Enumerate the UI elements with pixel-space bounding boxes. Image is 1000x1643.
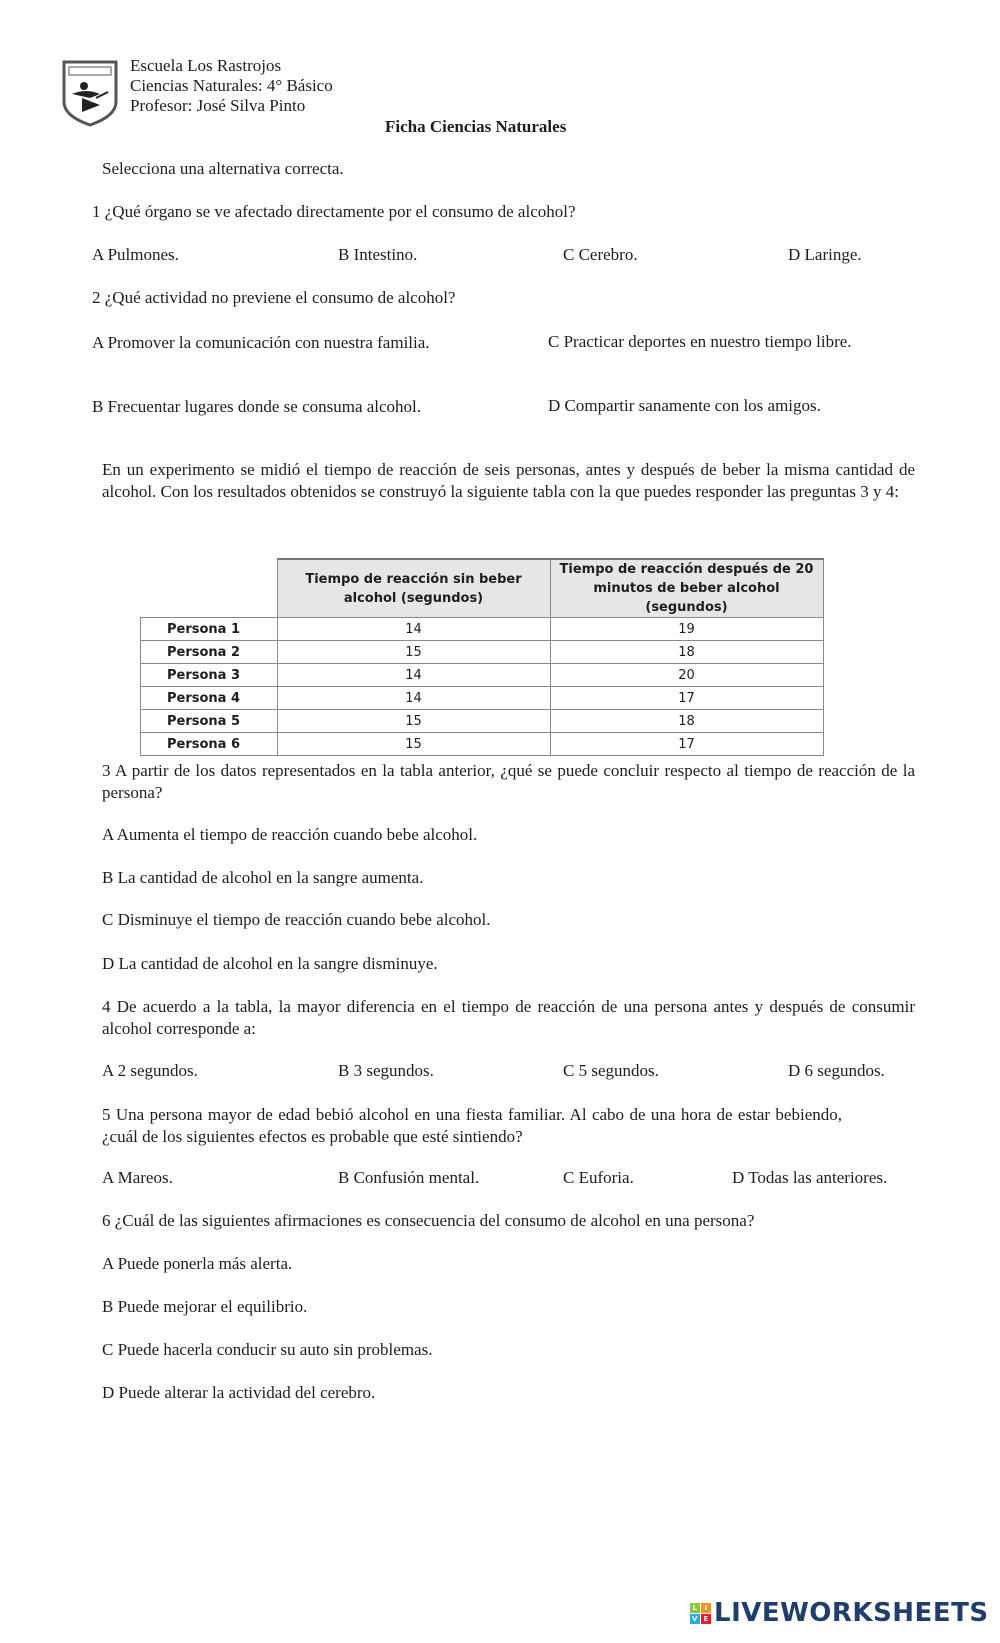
table-cell-after: 18 [550, 710, 823, 733]
table-cell-person: Persona 1 [141, 618, 278, 641]
q5-option-b[interactable]: B Confusión mental. [338, 1168, 480, 1187]
course-name: Ciencias Naturales: 4° Básico [130, 76, 333, 95]
q2-option-c[interactable]: C Practicar deportes en nuestro tiempo libre. [548, 332, 852, 351]
liveworksheets-brand: LIVEWORKSHEETS [714, 1598, 989, 1628]
q2-option-b[interactable]: B Frecuentar lugares donde se consuma alcohol. [92, 397, 422, 416]
q6-option-b[interactable]: B Puede mejorar el equilibrio. [102, 1297, 308, 1316]
q1-option-a[interactable]: A Pulmones. [92, 245, 179, 264]
q1-option-c[interactable]: C Cerebro. [563, 245, 638, 264]
q4-option-b[interactable]: B 3 segundos. [338, 1061, 434, 1080]
table-cell-before: 14 [277, 618, 550, 641]
q2-option-d[interactable]: D Compartir sanamente con los amigos. [548, 396, 821, 415]
table-row [141, 710, 824, 733]
table-cell-after: 17 [550, 687, 823, 710]
liveworksheets-logo [690, 1598, 989, 1628]
school-logo [60, 58, 120, 128]
table-cell-before: 15 [277, 641, 550, 664]
page-title: Ficha Ciencias Naturales [385, 117, 567, 136]
question-6: 6 ¿Cuál de las siguientes afirmaciones es consecuencia del consumo de alcohol en una persona? [102, 1211, 755, 1230]
table-cell-before: 14 [277, 664, 550, 687]
table-row [141, 733, 824, 756]
q5-option-c[interactable]: C Euforia. [563, 1168, 634, 1187]
q4-option-a[interactable]: A 2 segundos. [102, 1061, 198, 1080]
table-header-without-alcohol: Tiempo de reacción sin beber alcohol (segundos) [277, 559, 550, 618]
school-name: Escuela Los Rastrojos [130, 56, 282, 75]
q3-option-d[interactable]: D La cantidad de alcohol en la sangre disminuye. [102, 954, 438, 973]
table-row [141, 618, 824, 641]
question-5: 5 Una persona mayor de edad bebió alcohol en una fiesta familiar. Al cabo de una hora de estar bebiendo, ¿cuál de los siguientes efectos es probable que esté sintiendo? [102, 1105, 842, 1146]
experiment-description: En un experimento se midió el tiempo de reacción de seis personas, antes y después de beber la misma cantidad de alcohol. Con los resultados obtenidos se construyó la siguiente tabla con la que puedes responder las preguntas 3 y 4: [102, 460, 915, 501]
table-cell-person: Persona 6 [141, 733, 278, 756]
table-cell-after: 18 [550, 641, 823, 664]
table-row [141, 687, 824, 710]
q3-option-a[interactable]: A Aumenta el tiempo de reacción cuando bebe alcohol. [102, 825, 478, 844]
table-cell-person: Persona 4 [141, 687, 278, 710]
table-cell-person: Persona 2 [141, 641, 278, 664]
q6-option-a[interactable]: A Puede ponerla más alerta. [102, 1254, 293, 1273]
teacher-name: Profesor: José Silva Pinto [130, 96, 306, 115]
q6-option-c[interactable]: C Puede hacerla conducir su auto sin problemas. [102, 1340, 433, 1359]
q1-option-b[interactable]: B Intestino. [338, 245, 418, 264]
q5-option-d[interactable]: D Todas las anteriores. [732, 1168, 888, 1187]
question-4: 4 De acuerdo a la tabla, la mayor diferencia en el tiempo de reacción de una persona antes y después de consumir alcohol corresponde a: [102, 997, 915, 1038]
question-3: 3 A partir de los datos representados en la tabla anterior, ¿qué se puede concluir respecto al tiempo de reacción de la persona? [102, 761, 915, 802]
table-header-blank [141, 559, 278, 618]
q1-option-d[interactable]: D Laringe. [788, 245, 862, 264]
table-cell-after: 20 [550, 664, 823, 687]
instruction: Selecciona una alternativa correcta. [102, 159, 344, 178]
q4-option-d[interactable]: D 6 segundos. [788, 1061, 885, 1080]
table-cell-before: 15 [277, 710, 550, 733]
q6-option-d[interactable]: D Puede alterar la actividad del cerebro. [102, 1383, 376, 1402]
table-cell-after: 19 [550, 618, 823, 641]
reaction-time-table [140, 558, 824, 756]
question-2: 2 ¿Qué actividad no previene el consumo de alcohol? [92, 288, 456, 307]
table-header-with-alcohol: Tiempo de reacción después de 20 minutos de beber alcohol (segundos) [550, 559, 823, 618]
table-cell-after: 17 [550, 733, 823, 756]
table-header-row [141, 559, 824, 618]
q3-option-b[interactable]: B La cantidad de alcohol en la sangre aumenta. [102, 868, 424, 887]
q3-option-c[interactable]: C Disminuye el tiempo de reacción cuando bebe alcohol. [102, 910, 491, 929]
table-cell-person: Persona 5 [141, 710, 278, 733]
q5-option-a[interactable]: A Mareos. [102, 1168, 173, 1187]
question-1: 1 ¿Qué órgano se ve afectado directamente por el consumo de alcohol? [92, 202, 576, 221]
liveworksheets-blocks-icon: L I V E [690, 1603, 711, 1624]
q4-option-c[interactable]: C 5 segundos. [563, 1061, 659, 1080]
table-cell-before: 15 [277, 733, 550, 756]
table-cell-before: 14 [277, 687, 550, 710]
table-cell-person: Persona 3 [141, 664, 278, 687]
q2-option-a[interactable]: A Promover la comunicación con nuestra familia. [92, 333, 430, 352]
table-row [141, 664, 824, 687]
table-row [141, 641, 824, 664]
